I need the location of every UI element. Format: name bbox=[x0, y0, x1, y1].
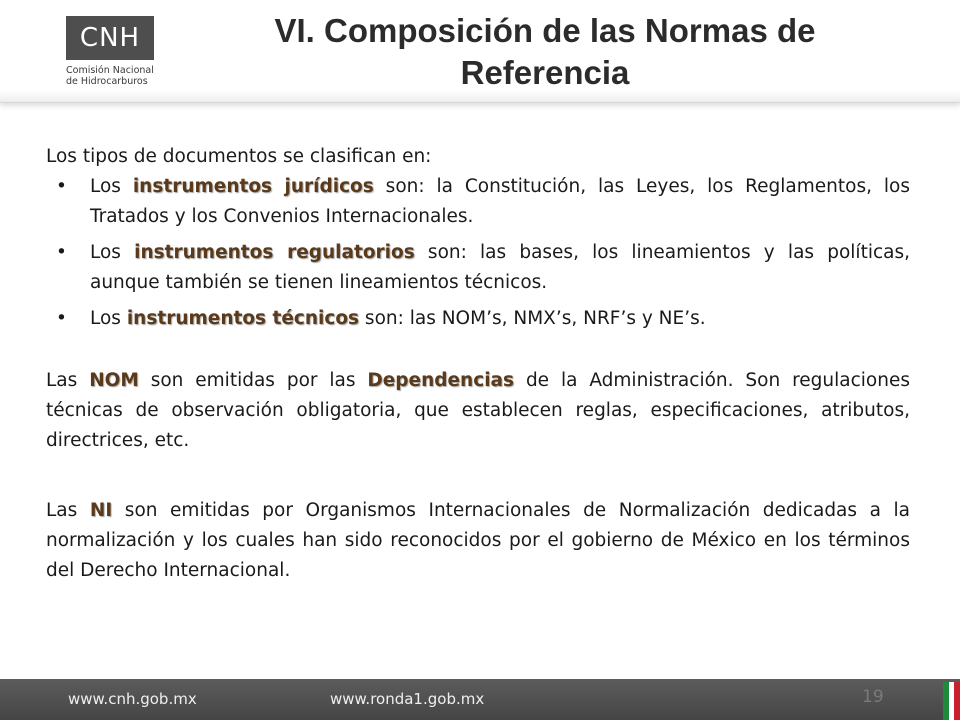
paragraph-text: Las bbox=[46, 500, 90, 521]
cnh-logo-mark: CNH bbox=[66, 16, 154, 60]
paragraph-text: son emitidas por Organismos Internacionales de Normalización dedicadas a la normalización y los cuales han sido reconocidos por el gobierno de México en los términos del Derecho Internacional. bbox=[46, 500, 910, 581]
nom-paragraph bbox=[46, 366, 910, 456]
list-item bbox=[46, 304, 910, 334]
ni-paragraph bbox=[46, 496, 910, 586]
logo-line-2: de Hidrocarburos bbox=[66, 76, 148, 87]
bullet-text: Los bbox=[90, 308, 127, 329]
cnh-logo-subtitle bbox=[66, 65, 166, 87]
highlight-term: instrumentos jurídicos bbox=[132, 176, 374, 197]
bullet-text: Los bbox=[90, 242, 135, 263]
page-number: 19 bbox=[862, 687, 884, 707]
intro-text: Los tipos de documentos se clasifican en: bbox=[46, 146, 432, 167]
paragraph-text: de la Administración. Son regulaciones técnicas de observación obligatoria, que establecen reglas, especificaciones, atributos, directrices, etc. bbox=[46, 370, 910, 451]
slide-footer bbox=[0, 679, 960, 720]
slide-body bbox=[46, 142, 910, 586]
cnh-logo bbox=[66, 16, 166, 87]
document-types-list bbox=[46, 172, 910, 334]
mexico-flag-stripe bbox=[943, 682, 960, 720]
footer-link-ronda1[interactable]: www.ronda1.gob.mx bbox=[330, 690, 485, 708]
highlight-term: Dependencias bbox=[367, 370, 515, 391]
paragraph-text: son emitidas por las bbox=[138, 370, 368, 391]
highlight-term: instrumentos técnicos bbox=[126, 308, 360, 329]
list-item bbox=[46, 238, 910, 298]
highlight-term: NI bbox=[89, 500, 113, 521]
bullet-text: son: las bases, los lineamientos y las políticas, aunque también se tienen lineamientos técnicos. bbox=[90, 242, 910, 293]
paragraph-text: Las bbox=[46, 370, 90, 391]
bullet-text: son: las NOM’s, NMX’s, NRF’s y NE’s. bbox=[359, 308, 706, 329]
footer-link-cnh[interactable]: www.cnh.gob.mx bbox=[68, 690, 197, 708]
bullet-text: Los bbox=[90, 176, 133, 197]
slide-header bbox=[0, 0, 960, 103]
list-item bbox=[46, 172, 910, 232]
logo-line-1: Comisión Nacional bbox=[66, 65, 154, 76]
highlight-term: NOM bbox=[89, 370, 139, 391]
bullet-text: son: la Constitución, las Leyes, los Reglamentos, los Tratados y los Convenios Internacionales. bbox=[90, 176, 910, 227]
flag-red-band bbox=[954, 682, 960, 720]
highlight-term: instrumentos regulatorios bbox=[134, 242, 415, 263]
slide-title: VI. Composición de las Normas de Referencia bbox=[274, 12, 816, 91]
